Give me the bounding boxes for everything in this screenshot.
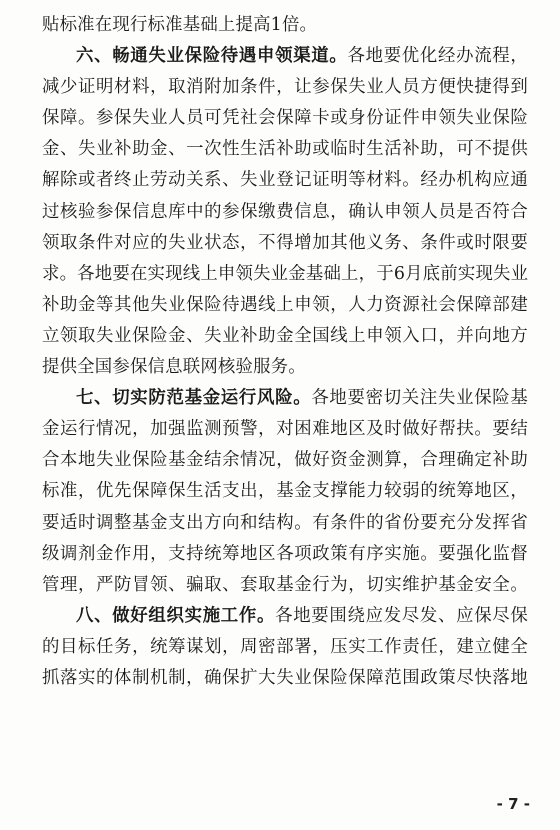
line-text: 立领取失业保险金、失业补助金全国线上申领入口，并向地方 bbox=[42, 325, 528, 346]
body-line bbox=[42, 508, 528, 539]
line-text: 各地要优化经办流程， bbox=[347, 46, 528, 67]
body-line bbox=[42, 632, 528, 663]
line-text: 金运行情况，加强监测预警，对困难地区及时做好帮扶。要结 bbox=[42, 419, 528, 440]
line-text: 保障。参保失业人员可凭社会保障卡或身份证件申领失业保险 bbox=[42, 108, 528, 129]
section-six-first-line bbox=[42, 41, 528, 72]
body-line bbox=[42, 72, 528, 103]
body-line bbox=[42, 476, 528, 507]
body-line bbox=[42, 290, 528, 321]
line-text: 补助金等其他失业保险待遇线上申领，人力资源社会保障部建 bbox=[42, 294, 528, 315]
section-eight-first-line bbox=[42, 601, 528, 632]
line-text: 标准，优先保障保生活支出，基金支撑能力较弱的统筹地区， bbox=[42, 481, 528, 502]
line-text: 抓落实的体制机制，确保扩大失业保险保障范围政策尽快落地 bbox=[42, 667, 528, 688]
line-text: 提供全国参保信息联网核验服务。 bbox=[42, 357, 306, 378]
body-line bbox=[42, 197, 528, 228]
section-heading-eight: 八、做好组织实施工作。 bbox=[76, 605, 276, 626]
body-line bbox=[42, 10, 528, 41]
line-text: 过核验参保信息库中的参保缴费信息，确认申领人员是否符合 bbox=[42, 201, 528, 222]
body-line bbox=[42, 352, 528, 383]
body-line bbox=[42, 103, 528, 134]
body-line bbox=[42, 165, 528, 196]
section-seven-first-line bbox=[42, 383, 528, 414]
line-text: 金、失业补助金、一次性生活补助或临时生活补助，可不提供 bbox=[42, 139, 528, 160]
line-text: 要适时调整基金支出方向和结构。有条件的省份要充分发挥省 bbox=[42, 512, 528, 533]
line-text: 的目标任务，统筹谋划，周密部署，压实工作责任，建立健全 bbox=[42, 636, 528, 657]
line-text: 级调剂金作用，支持统筹地区各项政策有序实施。要强化监督 bbox=[42, 543, 528, 564]
body-line bbox=[42, 414, 528, 445]
body-line bbox=[42, 259, 528, 290]
document-body bbox=[42, 10, 528, 694]
body-line bbox=[42, 445, 528, 476]
line-text: 各地要密切关注失业保险基 bbox=[311, 388, 529, 409]
section-heading-six: 六、畅通失业保险待遇申领渠道。 bbox=[76, 46, 348, 67]
body-line bbox=[42, 570, 528, 601]
line-text: 领取条件对应的失业状态，不得增加其他义务、条件或时限要 bbox=[42, 232, 528, 253]
line-text: 管理，严防冒领、骗取、套取基金行为，切实维护基金安全。 bbox=[42, 574, 528, 595]
page-number: - 7 - bbox=[496, 795, 530, 813]
line-text: 求。各地要在实现线上申领失业金基础上，于6月底前实现失业 bbox=[42, 263, 529, 284]
section-heading-seven: 七、切实防范基金运行风险。 bbox=[76, 388, 312, 409]
line-text: 贴标准在现行标准基础上提高1倍。 bbox=[42, 15, 318, 35]
line-text: 解除或者终止劳动关系、失业登记证明等材料。经办机构应通 bbox=[42, 170, 528, 191]
line-text: 减少证明材料，取消附加条件，让参保失业人员方便快捷得到 bbox=[42, 77, 528, 98]
line-text: 各地要围绕应发尽发、应保尽保 bbox=[275, 605, 528, 626]
body-line bbox=[42, 134, 528, 165]
body-line bbox=[42, 228, 528, 259]
body-line bbox=[42, 539, 528, 570]
body-line bbox=[42, 663, 528, 694]
body-line bbox=[42, 321, 528, 352]
line-text: 合本地失业保险基金结余情况，做好资金测算，合理确定补助 bbox=[42, 450, 528, 471]
